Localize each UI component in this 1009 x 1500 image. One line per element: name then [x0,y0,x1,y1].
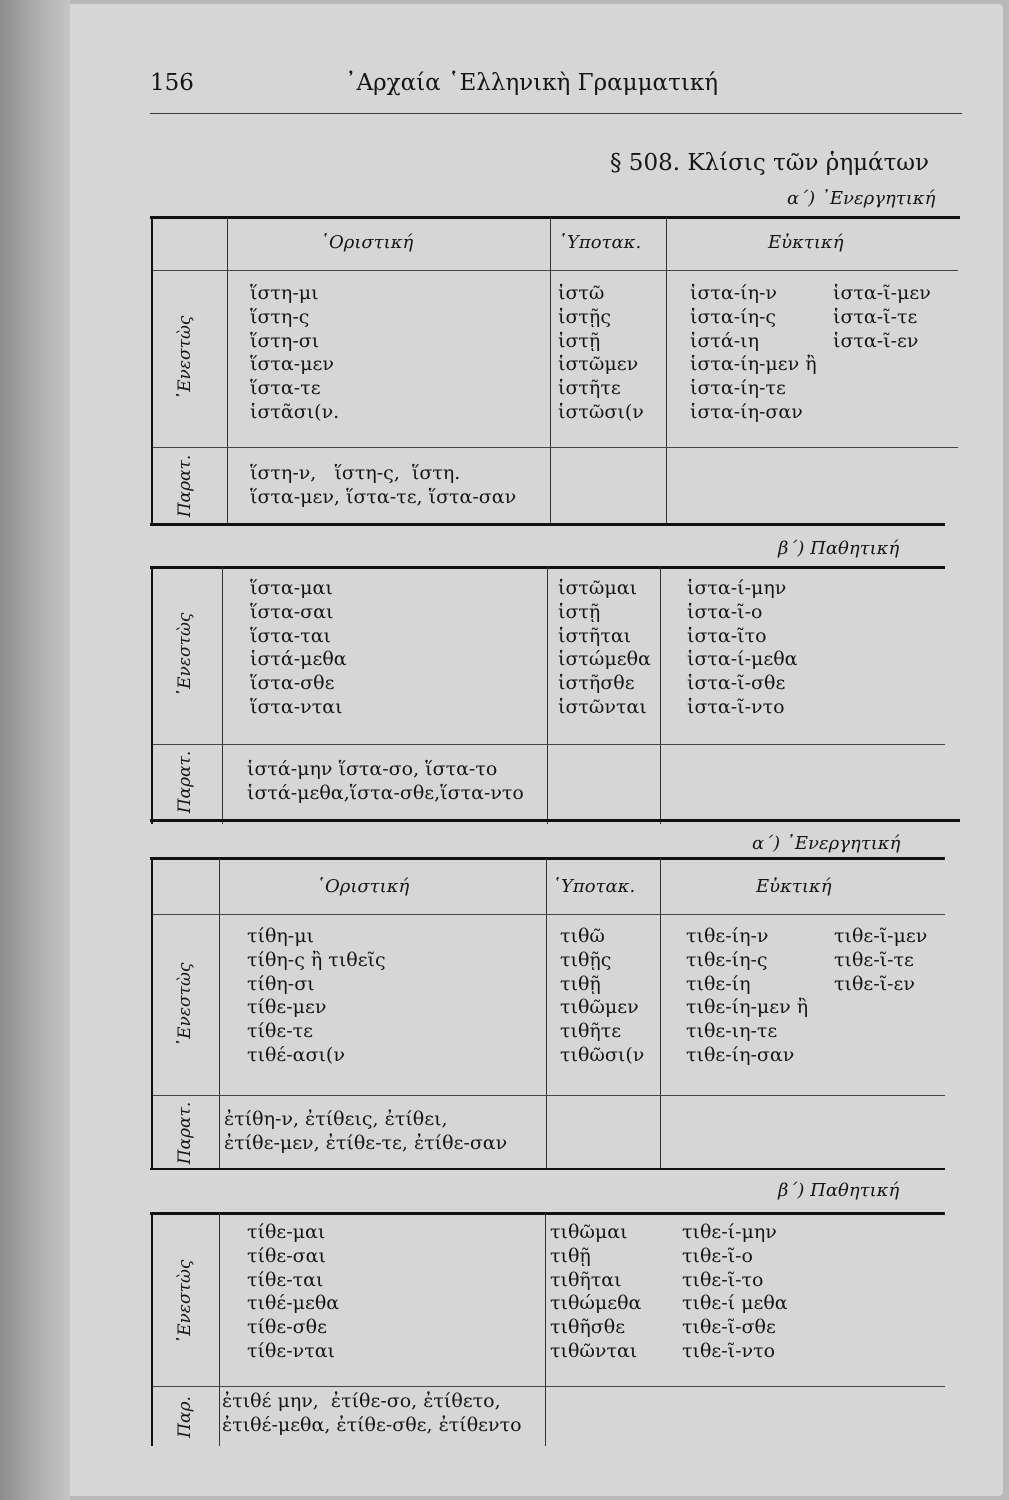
form: ἱστα-ίη-ν [690,282,777,304]
row-label-present: ᾿Ενεστὼς [175,1259,195,1345]
form: ἵστα-σθε [250,672,335,695]
form: ἐτίθη-ν, ἐτίθεις, ἐτίθει, [224,1108,448,1130]
form: τίθη-μι [247,925,315,947]
form: τιθῆσθε [550,1316,626,1339]
form: τιθέ-ασι(ν [247,1043,345,1066]
form: τιθῆται [550,1268,622,1291]
form: ἱστῶσι(ν [558,400,644,423]
form: ἵστη-μι [250,282,319,304]
form: τίθε-ται [247,1268,324,1291]
form: ἱστῇ [558,329,601,352]
form: ἱστα-ίη-σαν [690,400,803,423]
form: ἵστα-νται [250,695,343,718]
form: ἱστά-ιη [690,329,760,352]
form: τιθε-ί μεθα [682,1292,788,1315]
form: τιθε-ῖ-σθε [682,1316,776,1339]
forms-optative-present-a [690,282,817,425]
form: ἵστα-μαι [250,577,333,599]
row-label-imperfect: Παρατ. [175,454,195,518]
page-paper [8,4,1003,1496]
form: τιθῶσι(ν [560,1043,645,1066]
form: τιθε-ῖ-τε [834,948,914,971]
col-header-subjunctive: ῾Υποτακ. [552,876,636,897]
form: ἱστῶ [558,282,605,304]
form: ἱστα-ίη-τε [690,377,786,400]
form: ἱστα-ῖ-σθε [687,672,786,695]
form: τιθε-ῖ-μεν [834,925,928,947]
form: τίθε-νται [247,1339,336,1362]
form: ἱστα-ίη-μεν ἢ [690,353,817,376]
form: τίθε-μεν [247,996,327,1019]
forms-optative-present-b [834,925,927,996]
form: τιθε-ιη-τε [686,1020,778,1043]
col-header-indicative: ῾Οριστική [316,876,410,897]
form: ἱστα-ῖ-μεν [833,282,931,304]
form: ἵστα-σαι [250,600,334,623]
form: ἵστα-μεν [250,353,334,376]
form: ἱστα-ῖ-ο [687,600,763,623]
forms-optative-present-a [686,925,808,1068]
forms-indicative-present [247,925,386,1068]
form: τιθῶ [560,925,605,947]
form: ἱστα-ῖ-εν [833,329,919,352]
row-label-imperfect: Παρατ. [175,1101,195,1165]
forms-indicative-present [250,282,339,425]
form: ἱστώμεθα [558,648,651,671]
form: ἱστά-μεθα,ἵστα-σθε,ἵστα-ντο [247,781,524,804]
form: τίθη-ς ἢ τιθεῖς [247,948,386,971]
form: ἱστά-μην ἵστα-σο, ἵστα-το [247,758,498,780]
form: τιθῶμεν [560,996,639,1019]
forms-indicative-present [247,1221,339,1364]
form: ἐτιθέ-μεθα, ἐτίθε-σθε, ἐτίθεντο [222,1413,522,1436]
form: ἐτίθε-μεν, ἐτίθε-τε, ἐτίθε-σαν [224,1131,508,1154]
form: τιθε-ίη-ν [686,925,769,947]
form: ἵστα-μεν, ἵστα-τε, ἵστα-σαν [250,485,517,508]
running-title: ᾿Αρχαία ῾Ελληνικὴ Γραμματική [345,70,718,96]
forms-subjunctive-present [550,1221,641,1364]
form: ἱστῇ [558,600,601,623]
forms-indicative-imperfect [250,462,516,510]
forms-optative-present [687,577,798,720]
form: ἱστῶμαι [558,577,638,599]
form: τιθε-ίη-μεν ἢ [686,996,809,1019]
col-header-optative: Εὐκτική [768,232,844,253]
form: τιθῶμαι [550,1221,628,1243]
col-header-subjunctive: ῾Υποτακ. [558,232,642,253]
form: ἱστά-μεθα [250,648,347,671]
col-header-indicative: ῾Οριστική [320,232,414,253]
section-title: § 508. Κλίσις τῶν ῥημάτων [610,150,930,176]
form: τίθε-σαι [247,1244,326,1267]
form: τιθῇς [560,948,612,971]
form: τιθε-ίη-ς [686,948,768,971]
form: τιθε-ίη [686,972,751,995]
form: ἐτιθέ μην, ἐτίθε-σο, ἐτίθετο, [222,1390,501,1412]
form: τιθῇ [550,1244,591,1267]
forms-subjunctive-present [560,925,644,1068]
form: ἱστᾶσι(ν. [250,400,340,423]
row-label-present: ᾿Ενεστὼς [175,315,195,401]
form: τιθῇ [560,972,601,995]
form: τιθε-ῖ-εν [834,972,915,995]
form: τιθε-ῖ-ο [682,1244,753,1267]
forms-indicative-imperfect [222,1390,522,1438]
form: τιθε-ίη-σαν [686,1043,795,1066]
forms-indicative-present [250,577,347,720]
voice-label-active-1: α΄) ᾿Ενεργητική [787,188,936,209]
form: ἵστα-ται [250,624,331,647]
page-number: 156 [150,70,194,96]
form: ἱστα-ῖ-τε [833,305,918,328]
form: τιθε-ῖ-ντο [682,1339,776,1362]
form: ἱστῆσθε [558,672,635,695]
form: ἱστῶμεν [558,353,639,376]
form: ἱστα-ί-μεθα [687,648,798,671]
form: τιθε-ί-μην [682,1221,777,1243]
forms-subjunctive-present [558,577,651,720]
voice-label-passive-1: β΄) Παθητική [778,538,900,559]
form: ἱστῆτε [558,377,621,400]
form: ἱστῶνται [558,695,647,718]
row-label-present: ᾿Ενεστὼς [175,962,195,1048]
form: τιθε-ῖ-το [682,1268,764,1291]
header-rule [150,113,962,114]
form: τιθώμεθα [550,1292,642,1315]
form: τιθῶνται [550,1339,638,1362]
row-label-present: ᾿Ενεστὼς [175,612,195,698]
form: ἱστα-ῖ-ντο [687,695,785,718]
form: τίθε-σθε [247,1316,327,1339]
book-gutter-shadow [0,0,70,1500]
form: τιθῆτε [560,1020,622,1043]
forms-optative-present-b [833,282,931,353]
form: τίθε-τε [247,1020,314,1043]
form: τίθε-μαι [247,1221,326,1243]
form: ἱστα-ῖτο [687,624,767,647]
row-label-imperfect: Παρ. [175,1396,195,1438]
voice-label-active-2: α΄) ᾿Ενεργητική [752,833,901,854]
col-header-optative: Εὐκτική [756,876,832,897]
forms-indicative-imperfect [224,1108,507,1156]
form: τίθη-σι [247,972,315,995]
form: ἱστῆται [558,624,632,647]
forms-indicative-imperfect [247,758,524,806]
form: ἱστα-ίη-ς [690,305,777,328]
form: ἱστα-ί-μην [687,577,787,599]
form: ἵστη-ν, ἵστη-ς, ἵστη. [250,462,461,484]
form: ἵστη-ς [250,305,310,328]
forms-subjunctive-present [558,282,644,425]
voice-label-passive-2: β΄) Παθητική [778,1180,900,1201]
forms-optative-present [682,1221,788,1364]
form: ἱστῇς [558,305,611,328]
form: τιθέ-μεθα [247,1292,340,1315]
form: ἵστη-σι [250,329,320,352]
row-label-imperfect: Παρατ. [175,750,195,814]
form: ἵστα-τε [250,377,321,400]
